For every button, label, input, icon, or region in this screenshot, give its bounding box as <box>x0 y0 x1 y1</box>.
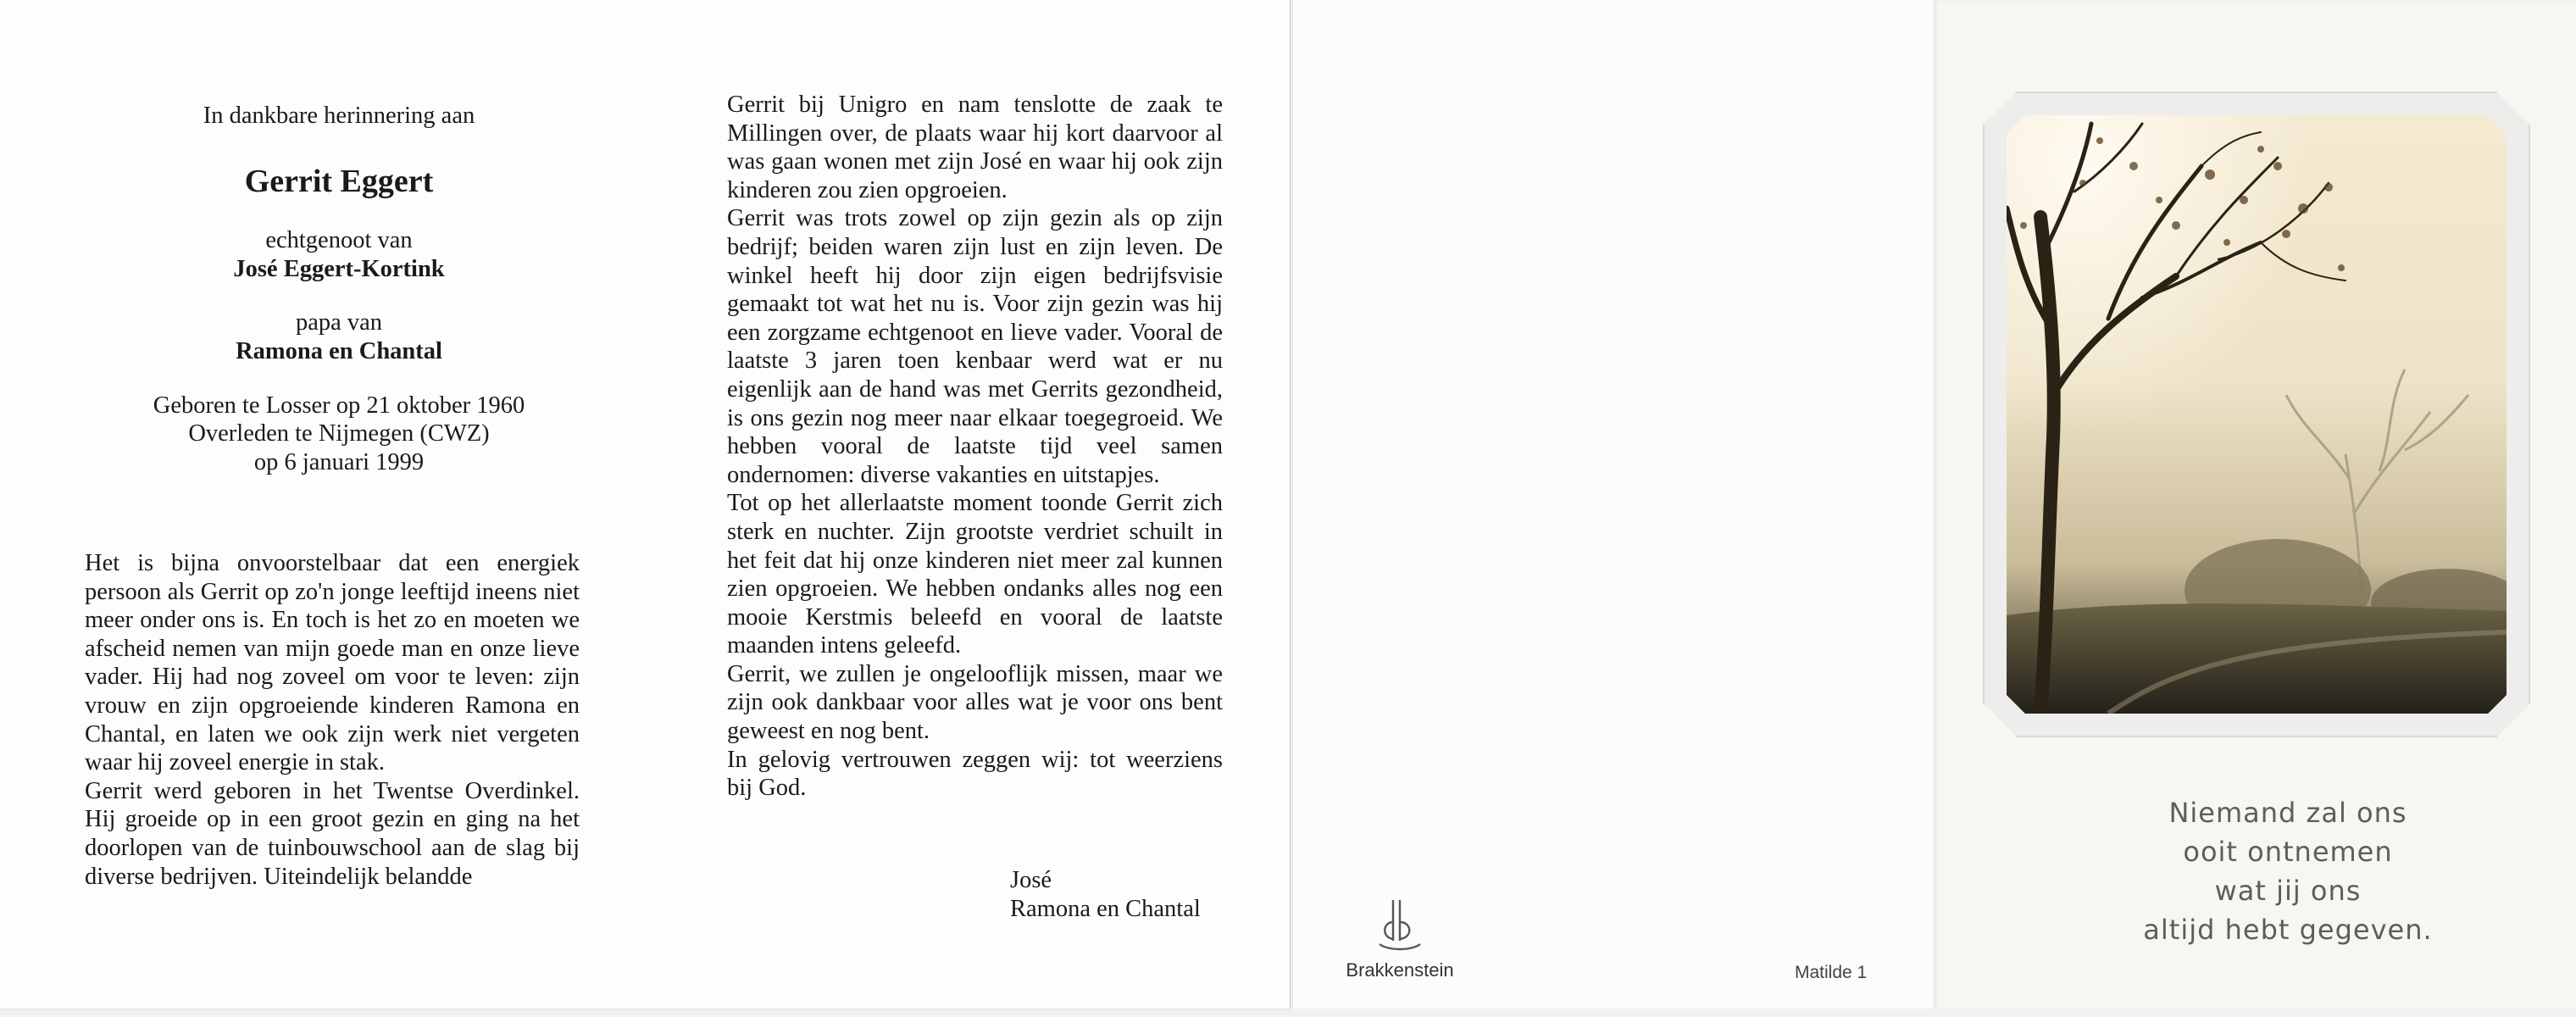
birth-line: Geboren te Losser op 21 oktober 1960 <box>153 392 525 419</box>
model-label: Matilde 1 <box>1795 963 1868 982</box>
inner-spread <box>0 0 1290 1009</box>
publisher-name: Brakkenstein <box>1346 959 1454 981</box>
paragraph: Gerrit werd geboren in het Twentse Overdinkel. Hij groeide op in een groot gezin en ging na het doorlopen van de tuinbouwschool aan de slag bij diverse bedrijven. Uiteindelijk belandde <box>85 777 580 890</box>
publisher-logo-icon <box>1374 897 1425 956</box>
paragraph: Het is bijna onvoorstelbaar dat een energiek persoon als Gerrit op zo'n jonge leeftijd ineens niet meer onder ons is. En toch is het zo en moeten we afscheid nemen van mijn goede man en onze lieve vader. Hij had nog zoveel om voor te leven: zijn vrouw en zijn opgroeiende kinderen Ramona en Chantal, en laten we ook zijn werk niet vergeten waar hij zoveel energie in stak. <box>85 550 580 776</box>
death-date-line: op 6 januari 1999 <box>253 448 425 475</box>
death-place-line: Overleden te Nijmegen (CWZ) <box>188 420 490 447</box>
paragraph: In gelovig vertrouwen zeggen wij: tot weerziens bij God. <box>727 746 1223 802</box>
spouse-name: José Eggert-Kortink <box>233 255 445 282</box>
spouse-label: echtgenoot van <box>265 227 413 254</box>
children-names: Ramona en Chantal <box>236 337 442 364</box>
verse-line: ooit ontnemen <box>2183 836 2393 868</box>
header-block <box>85 102 593 476</box>
father-label: papa van <box>295 309 383 336</box>
left-body-text <box>85 549 580 891</box>
memorial-verse <box>2068 793 2508 949</box>
misty-trees-photo <box>2007 115 2507 714</box>
paragraph: Tot op het allerlaatste moment toonde Gerrit zich sterk en nuchter. Zijn grootste verdriet schuilt in het feit dat hij onze kinderen niet meer zal kunnen zien opgroeien. We hebben ondanks alles nog een mooie Kerstmis beleefd en vooral de laatste maanden intens geleefd. <box>727 490 1223 659</box>
paragraph: Gerrit bij Unigro en nam tenslotte de zaak te Millingen over, de plaats waar hij kort daarvoor al was gaan wonen met zijn José en waar hij ook zijn kinderen zou zien opgroeien. <box>727 92 1223 203</box>
back-cover <box>1293 0 1934 1009</box>
paragraph: Gerrit was trots zowel op zijn gezin als op zijn bedrijf; beiden waren zijn lust en zijn leven. De winkel heeft hij door zijn eigen bedrijfsvisie gemaakt tot wat het nu is. Voor zijn gezin was hij een zorgzame echtgenoot en lieve vader. Vooral de laatste 3 jaren toen kenbaar werd wat er nu eigenlijk aan de hand was met Gerrits gezondheid, is ons gezin nog meer naar elkaar toegegroeid. We hebben vooral de laatste tijd veel samen ondernomen: diverse vakanties en uitstapjes. <box>727 205 1223 488</box>
signature <box>1010 866 1201 924</box>
signature-line: Ramona en Chantal <box>1010 896 1201 922</box>
deceased-name: Gerrit Eggert <box>244 163 434 199</box>
right-body-text <box>727 91 1223 803</box>
intro-line: In dankbare herinnering aan <box>203 103 475 129</box>
paragraph: Gerrit, we zullen je ongelooflijk missen, maar we zijn ook dankbaar voor alles wat je voor ons bent geweest en nog bent. <box>727 660 1223 745</box>
verse-line: altijd hebt gegeven. <box>2143 914 2433 946</box>
verse-line: Niemand zal ons <box>2168 797 2407 829</box>
verse-line: wat jij ons <box>2214 875 2362 907</box>
signature-line: José <box>1010 867 1052 893</box>
